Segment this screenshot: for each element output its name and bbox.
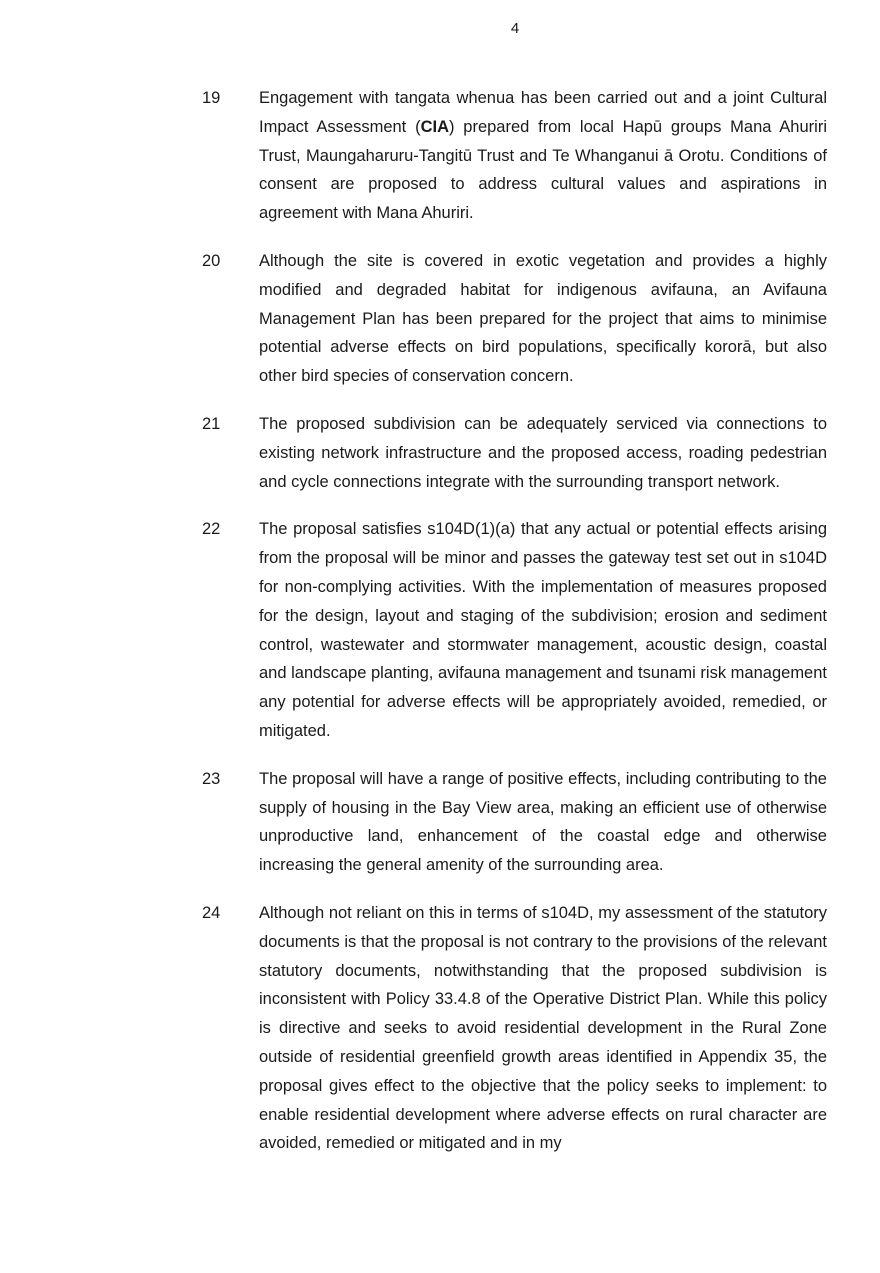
paragraph-22: [202, 515, 827, 745]
paragraph-21: [202, 410, 827, 496]
paragraph-text-segment: Engagement with tangata whenua has been carried out and a joint Cultural Impact Assessment (: [259, 89, 827, 136]
paragraph-number: 20: [202, 251, 221, 270]
paragraph-text: Although not reliant on this in terms of s104D, my assessment of the statutory documents is that the proposal is not contrary to the provisions of the relevant statutory documents, notwithstanding that the proposed subdivision is inconsistent with Policy 33.4.8 of the Operative District Plan. While this policy is directive and seeks to avoid residential development in the Rural Zone outside of residential greenfield growth areas identified in Appendix 35, the proposal gives effect to the objective that the policy seeks to implement: to enable residential development where adverse effects on rural character are avoided, remedied or mitigated and in my: [259, 903, 827, 1153]
paragraph-number: 21: [202, 414, 221, 433]
paragraph-number: 19: [202, 89, 221, 107]
paragraph-text: The proposal satisfies s104D(1)(a) that any actual or potential effects arising from the proposal will be minor and passes the gateway test set out in s104D for non-complying activities. With the implementation of measures proposed for the design, layout and staging of the subdivision; erosion and sediment control, wastewater and stormwater management, acoustic design, coastal and landscape planting, avifauna management and tsunami risk management any potential for adverse effects will be appropriately avoided, remedied, or mitigated.: [259, 520, 827, 740]
paragraph-number: 22: [202, 520, 221, 539]
paragraph-number: 23: [202, 769, 221, 788]
paragraph-text-segment: ) prepared from local Hapū groups Mana Ahuriri Trust, Maungaharuru-Tangitū Trust and Te Whanganui ā Orotu. Conditions of consent are proposed to address cultural values and aspirations in agreement with Mana Ahuriri.: [259, 117, 827, 223]
paragraph-24: [202, 899, 827, 1158]
paragraph-text: The proposal will have a range of positive effects, including contributing to the supply of housing in the Bay View area, making an efficient use of otherwise unproductive land, enhancement of the coastal edge and otherwise increasing the general amenity of the surrounding area.: [259, 769, 827, 875]
paragraph-list: [202, 84, 827, 1177]
paragraph-19: [202, 84, 827, 228]
paragraph-20: [202, 247, 827, 391]
cia-abbreviation: CIA: [420, 117, 449, 136]
page-number: 4: [510, 20, 520, 37]
paragraph-text: The proposed subdivision can be adequately serviced via connections to existing network infrastructure and the proposed access, roading pedestrian and cycle connections integrate with the surrounding transport network.: [259, 414, 827, 491]
paragraph-text: [259, 84, 827, 228]
paragraph-text: Although the site is covered in exotic vegetation and provides a highly modified and degraded habitat for indigenous avifauna, an Avifauna Management Plan has been prepared for the project that aims to minimise potential adverse effects on bird populations, specifically kororā, but also other bird species of conservation concern.: [259, 251, 827, 386]
paragraph-number: 24: [202, 903, 221, 922]
paragraph-23: [202, 765, 827, 880]
